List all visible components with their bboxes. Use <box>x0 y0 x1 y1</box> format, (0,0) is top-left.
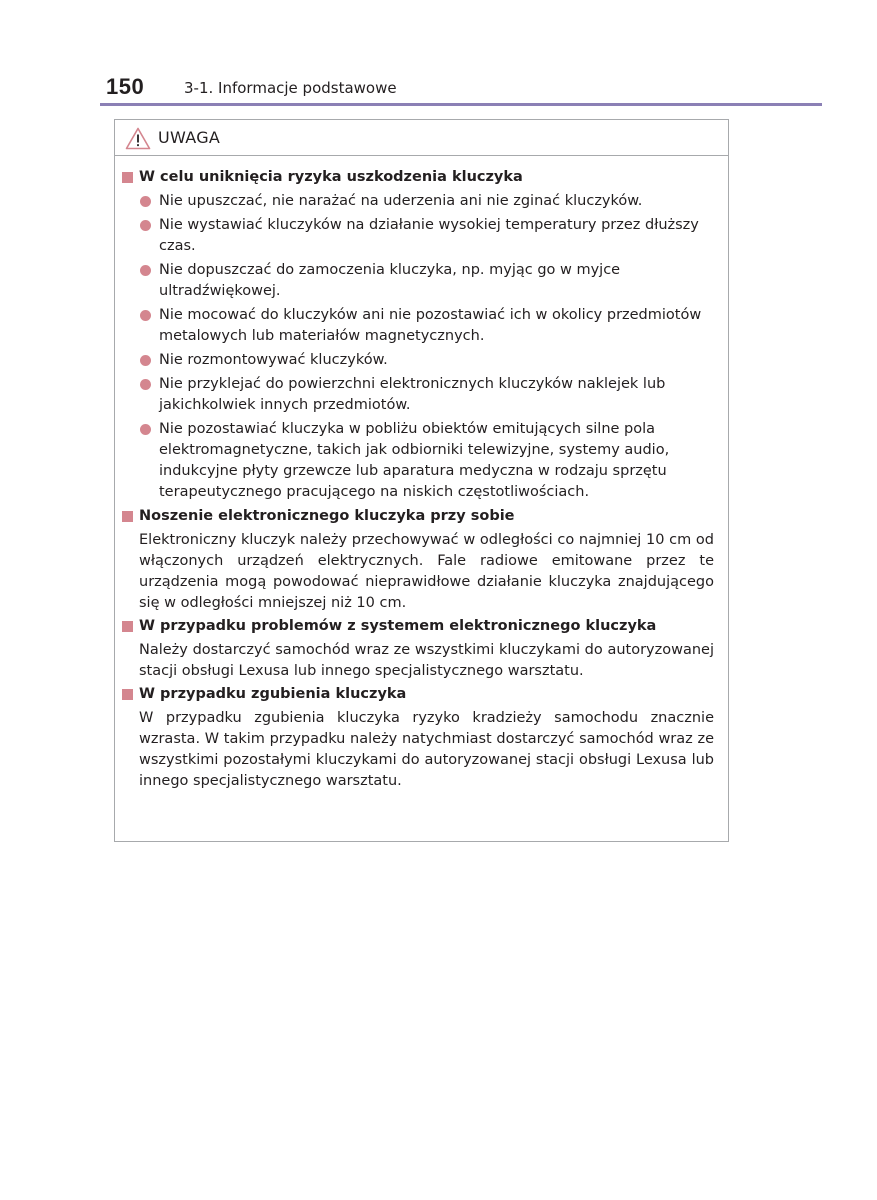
page-number: 150 <box>106 74 145 99</box>
list-item-text: Nie rozmontowywać kluczyków. <box>159 352 388 368</box>
list-item <box>115 260 728 302</box>
list-item-text: Nie upuszczać, nie narażać na uderzenia ani nie zginać kluczyków. <box>159 193 643 209</box>
round-bullet-icon <box>140 355 151 366</box>
warning-section <box>115 616 728 682</box>
warning-content <box>115 167 728 794</box>
section-heading-text: W celu uniknięcia ryzyka uszkodzenia kluczyka <box>139 169 523 185</box>
section-heading <box>115 167 728 188</box>
section-paragraph: Elektroniczny kluczyk należy przechowywać w odległości co najmniej 10 cm od włączonych urządzeń elektrycznych. Fale radiowe emitowane przez te urządzenia mogą powodować nieprawidłowe działanie kluczyka znajdującego się w odległości mniejszej niż 10 cm. <box>139 532 714 611</box>
list-item-text: Nie przyklejać do powierzchni elektronicznych kluczyków naklejek lub jakichkolwiek innych przedmiotów. <box>159 376 666 413</box>
section-heading-text: Noszenie elektronicznego kluczyka przy sobie <box>139 508 515 524</box>
warning-triangle-icon <box>125 127 151 150</box>
warning-section <box>115 167 728 503</box>
warning-title: UWAGA <box>158 128 221 147</box>
warning-header <box>115 120 728 156</box>
section-heading <box>115 684 728 705</box>
section-paragraph: W przypadku zgubienia kluczyka ryzyko kradzieży samochodu znacznie wzrasta. W takim przypadku należy natychmiast dostarczyć samochód wraz ze wszystkimi pozostałymi kluczykami do autoryzowanej stacji obsługi Lexusa lub innego specjalistycznego warsztatu. <box>139 710 714 789</box>
page-header <box>100 72 822 106</box>
list-item-text: Nie mocować do kluczyków ani nie pozostawiać ich w okolicy przedmiotów metalowych lub materiałów magnetycznych. <box>159 307 702 344</box>
round-bullet-icon <box>140 424 151 435</box>
list-item <box>115 419 728 503</box>
list-item <box>115 305 728 347</box>
list-item <box>115 350 728 371</box>
section-heading <box>115 506 728 527</box>
square-bullet-icon <box>122 172 133 183</box>
round-bullet-icon <box>140 379 151 390</box>
round-bullet-icon <box>140 220 151 231</box>
list-item-text: Nie wystawiać kluczyków na działanie wysokiej temperatury przez dłuższy czas. <box>159 217 699 254</box>
round-bullet-icon <box>140 310 151 321</box>
header-divider <box>100 103 822 106</box>
list-item <box>115 374 728 416</box>
section-heading-text: W przypadku problemów z systemem elektronicznego kluczyka <box>139 618 657 634</box>
warning-box <box>114 119 729 842</box>
list-item-text: Nie pozostawiać kluczyka w pobliżu obiektów emitujących silne pola elektromagnetyczne, takich jak odbiorniki telewizyjne, systemy audio, indukcyjne płyty grzewcze lub aparatura medyczna w rodzaju sprzętu terapeutycznego pracującego na niskich częstotliwościach. <box>159 421 670 500</box>
list-item-text: Nie dopuszczać do zamoczenia kluczyka, np. myjąc go w myjce ultradźwiękowej. <box>159 262 621 299</box>
square-bullet-icon <box>122 511 133 522</box>
round-bullet-icon <box>140 265 151 276</box>
section-paragraph: Należy dostarczyć samochód wraz ze wszystkimi kluczykami do autoryzowanej stacji obsługi Lexusa lub innego specjalistycznego warsztatu. <box>139 642 714 679</box>
list-item <box>115 191 728 212</box>
square-bullet-icon <box>122 689 133 700</box>
section-heading-text: W przypadku zgubienia kluczyka <box>139 686 407 702</box>
round-bullet-icon <box>140 196 151 207</box>
warning-section <box>115 506 728 614</box>
list-item <box>115 215 728 257</box>
section-heading <box>115 616 728 637</box>
warning-section <box>115 684 728 792</box>
square-bullet-icon <box>122 621 133 632</box>
section-title: 3-1. Informacje podstawowe <box>184 79 397 97</box>
